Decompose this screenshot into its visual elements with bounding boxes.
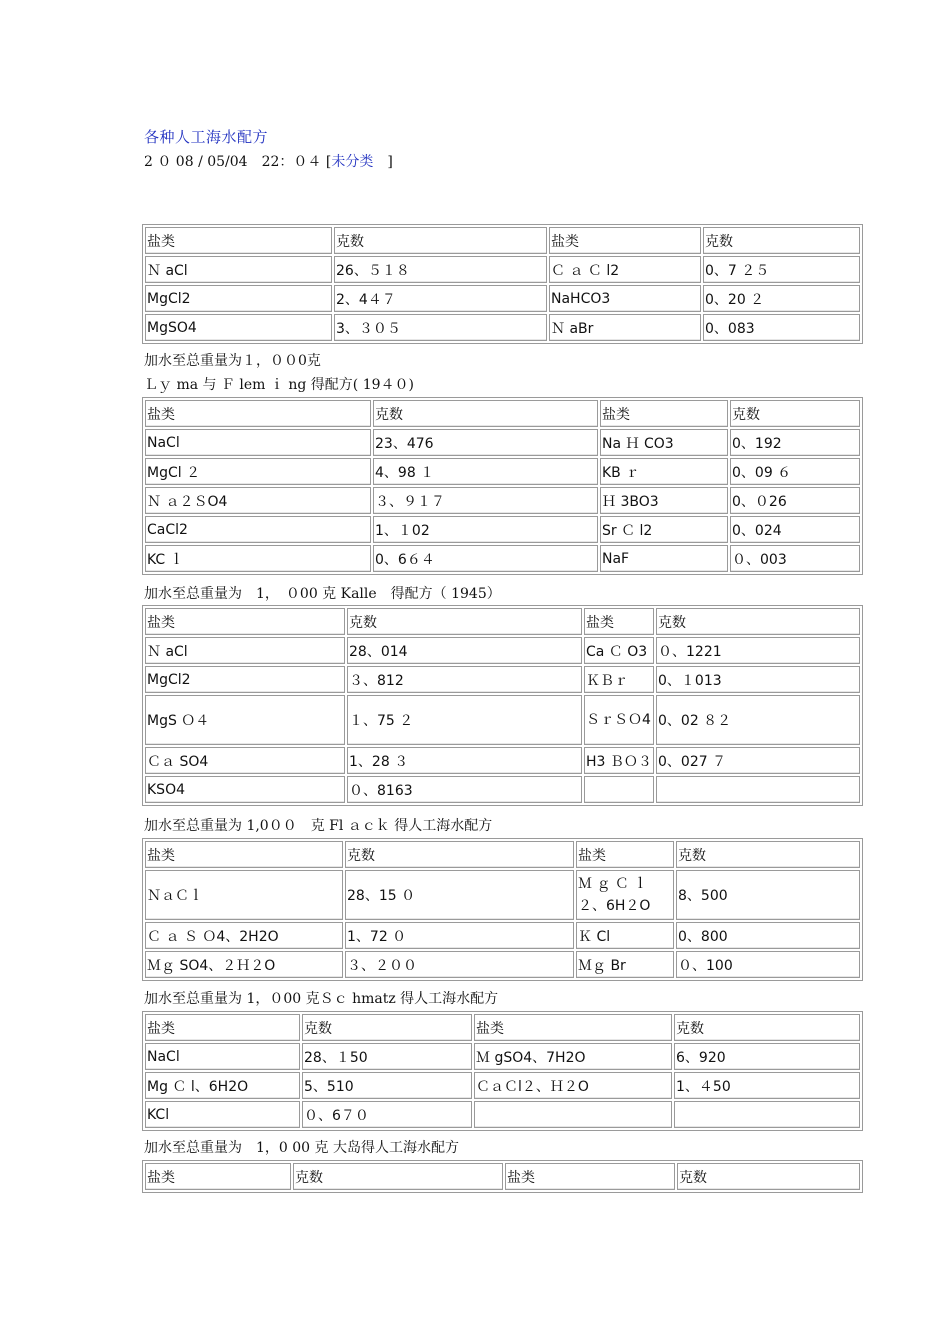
- bracket-open: [: [325, 154, 332, 170]
- salt-cell: Mg Ｃ l、6H2O: [145, 1072, 300, 1099]
- salt-cell: ＫＢｒ: [584, 666, 654, 693]
- grams-cell: 0、027 ７: [656, 747, 860, 774]
- table-row: [145, 951, 860, 978]
- note-kalle: 加水至总重量为 1， ０00 克 Kalle 得配方（ 1945）: [144, 586, 501, 602]
- salt-cell: Ｃ ａ Ｓ Ｏ4、2H2O: [145, 922, 343, 949]
- table-header-row: [145, 608, 860, 635]
- formula-table-1: [142, 224, 863, 344]
- note-ooshima: 加水至总重量为 1，0 00 克 大岛得人工海水配方: [144, 1140, 459, 1156]
- salt-cell: Ｃａ SO4: [145, 747, 345, 774]
- table-header-row: [145, 400, 860, 427]
- salt-cell: KB ｒ: [600, 458, 728, 485]
- header-grams: 克数: [656, 608, 860, 635]
- salt-cell: KC ｌ: [145, 545, 371, 572]
- grams-cell: 0、800: [676, 922, 860, 949]
- salt-cell: Ｎ ａ２ＳO4: [145, 487, 371, 514]
- salt-cell: Ｈ 3BO3: [600, 487, 728, 514]
- header-salt: 盐类: [600, 400, 728, 427]
- table-row: [145, 256, 860, 283]
- salt-cell: MgCl ２: [145, 458, 371, 485]
- grams-cell: 0、20 ２: [703, 285, 860, 312]
- header-salt: 盐类: [576, 841, 674, 868]
- grams-cell: 5、510: [302, 1072, 472, 1099]
- formula-table-3: [142, 605, 863, 806]
- salt-cell: H3 ＢＯ３: [584, 747, 654, 774]
- table-row: [145, 1101, 860, 1128]
- grams-cell: ３、２００: [345, 951, 574, 978]
- salt-cell: KCl: [145, 1101, 300, 1128]
- note-flack: 加水至总重量为 1,0００ 克 Fl ａｃｋ 得人工海水配方: [144, 818, 493, 834]
- salt-cell: Ｎ aCl: [145, 256, 332, 283]
- grams-cell: ０、100: [676, 951, 860, 978]
- grams-cell: ０、1221: [656, 637, 860, 664]
- formula-table-5: [142, 1011, 863, 1131]
- grams-cell: 1、１02: [373, 516, 598, 543]
- table-row: [145, 922, 860, 949]
- grams-cell: 0、09 ６: [730, 458, 860, 485]
- table-row: [145, 1043, 860, 1070]
- salt-cell: ＳｒＳＯ4: [584, 695, 654, 745]
- header-salt: 盐类: [505, 1163, 675, 1190]
- table-row: [145, 747, 860, 774]
- formula-table-4: [142, 838, 863, 981]
- header-grams: 克数: [703, 227, 860, 254]
- grams-cell: 4、98 １: [373, 458, 598, 485]
- header-grams: 克数: [676, 841, 860, 868]
- header-salt: 盐类: [145, 227, 332, 254]
- salt-cell: Ca Ｃ O3: [584, 637, 654, 664]
- salt-cell: [584, 776, 654, 803]
- grams-cell: 8、500: [676, 870, 860, 920]
- salt-cell: Na Ｈ CO3: [600, 429, 728, 456]
- grams-cell: [674, 1101, 860, 1128]
- salt-cell: MgCl2: [145, 285, 332, 312]
- grams-cell: 28、１50: [302, 1043, 472, 1070]
- grams-cell: １、75 ２: [347, 695, 582, 745]
- salt-cell: Ｍ ｇ Ｃ ｌ２、6H２O: [576, 870, 674, 920]
- salt-cell: Ｎ aCl: [145, 637, 345, 664]
- grams-cell: 26、５１８: [334, 256, 547, 283]
- header-salt: 盐类: [145, 1014, 300, 1041]
- table-row: [145, 429, 860, 456]
- table-row: [145, 516, 860, 543]
- salt-cell: KSO4: [145, 776, 345, 803]
- table-row: [145, 285, 860, 312]
- table-row: [145, 314, 860, 341]
- header-salt: 盐类: [145, 400, 371, 427]
- header-salt: 盐类: [145, 1163, 291, 1190]
- header-grams: 克数: [730, 400, 860, 427]
- salt-cell: CaCl2: [145, 516, 371, 543]
- grams-cell: 0、02 ８２: [656, 695, 860, 745]
- grams-cell: ０、8163: [347, 776, 582, 803]
- grams-cell: 23、476: [373, 429, 598, 456]
- salt-cell: ＮａＣｌ: [145, 870, 343, 920]
- salt-cell: Ｍｇ SO4、２Ｈ２O: [145, 951, 343, 978]
- category-link[interactable]: 未分类: [331, 154, 388, 170]
- article-title[interactable]: 各种人工海水配方: [144, 128, 269, 146]
- header-grams: 克数: [677, 1163, 860, 1190]
- header-grams: 克数: [674, 1014, 860, 1041]
- table-row: [145, 487, 860, 514]
- salt-cell: NaCl: [145, 1043, 300, 1070]
- grams-cell: 3、３０５: [334, 314, 547, 341]
- article-date: 2 ０ 08 / 05/04 22：０４: [144, 154, 322, 170]
- table-header-row: [145, 841, 860, 868]
- salt-cell: [474, 1101, 672, 1128]
- salt-cell: Ｋ Cl: [576, 922, 674, 949]
- salt-cell: Ｍ gSO4、7H2O: [474, 1043, 672, 1070]
- note-total-weight: 加水至总重量为１，００0克: [144, 353, 321, 369]
- table-row: [145, 1072, 860, 1099]
- grams-cell: 0、０26: [730, 487, 860, 514]
- grams-cell: 6、920: [674, 1043, 860, 1070]
- grams-cell: 1、４50: [674, 1072, 860, 1099]
- grams-cell: 1、28 ３: [347, 747, 582, 774]
- header-grams: 克数: [347, 608, 582, 635]
- table-row: [145, 666, 860, 693]
- salt-cell: Ｍｇ Br: [576, 951, 674, 978]
- grams-cell: ３、812: [347, 666, 582, 693]
- article-meta: [144, 151, 393, 171]
- table-row: [145, 545, 860, 572]
- grams-cell: 0、１013: [656, 666, 860, 693]
- table-header-row: [145, 1014, 860, 1041]
- header-grams: 克数: [302, 1014, 472, 1041]
- header-grams: 克数: [373, 400, 598, 427]
- grams-cell: 28、15 ０: [345, 870, 574, 920]
- header-salt: 盐类: [584, 608, 654, 635]
- table-row: [145, 695, 860, 745]
- bracket-close: ]: [387, 154, 393, 170]
- salt-cell: Ｎ aBr: [549, 314, 701, 341]
- table-row: [145, 776, 860, 803]
- grams-cell: ０、6７０: [302, 1101, 472, 1128]
- formula-table-6: [142, 1160, 863, 1193]
- salt-cell: NaHCO3: [549, 285, 701, 312]
- salt-cell: NaCl: [145, 429, 371, 456]
- header-grams: 克数: [345, 841, 574, 868]
- grams-cell: 0、083: [703, 314, 860, 341]
- grams-cell: 0、6６４: [373, 545, 598, 572]
- table-row: [145, 458, 860, 485]
- note-formula-heading: Ｌｙ ma 与 Ｆ lem ｉ ng 得配方( 19４０): [144, 377, 414, 393]
- table-row: [145, 637, 860, 664]
- grams-cell: ３、９１７: [373, 487, 598, 514]
- grams-cell: 2、4４７: [334, 285, 547, 312]
- salt-cell: MgS Ｏ４: [145, 695, 345, 745]
- grams-cell: 1、72 ０: [345, 922, 574, 949]
- salt-cell: Sr Ｃ l2: [600, 516, 728, 543]
- grams-cell: [656, 776, 860, 803]
- header-salt: 盐类: [145, 841, 343, 868]
- salt-cell: MgCl2: [145, 666, 345, 693]
- header-grams: 克数: [293, 1163, 503, 1190]
- table-header-row: [145, 1163, 860, 1190]
- grams-cell: 28、014: [347, 637, 582, 664]
- salt-cell: Ｃ ａ Ｃ l2: [549, 256, 701, 283]
- grams-cell: ０、003: [730, 545, 860, 572]
- header-salt: 盐类: [145, 608, 345, 635]
- note-schmatz: 加水至总重量为 1，０00 克Ｓｃ hmatz 得人工海水配方: [144, 991, 499, 1007]
- table-row: [145, 870, 860, 920]
- grams-cell: 0、024: [730, 516, 860, 543]
- salt-cell: NaF: [600, 545, 728, 572]
- header-salt: 盐类: [474, 1014, 672, 1041]
- formula-table-2: [142, 397, 863, 575]
- grams-cell: 0、192: [730, 429, 860, 456]
- header-grams: 克数: [334, 227, 547, 254]
- table-header-row: [145, 227, 860, 254]
- salt-cell: ＣａＣl２、Ｈ２O: [474, 1072, 672, 1099]
- header-salt: 盐类: [549, 227, 701, 254]
- grams-cell: 0、7 ２５: [703, 256, 860, 283]
- salt-cell: MgSO4: [145, 314, 332, 341]
